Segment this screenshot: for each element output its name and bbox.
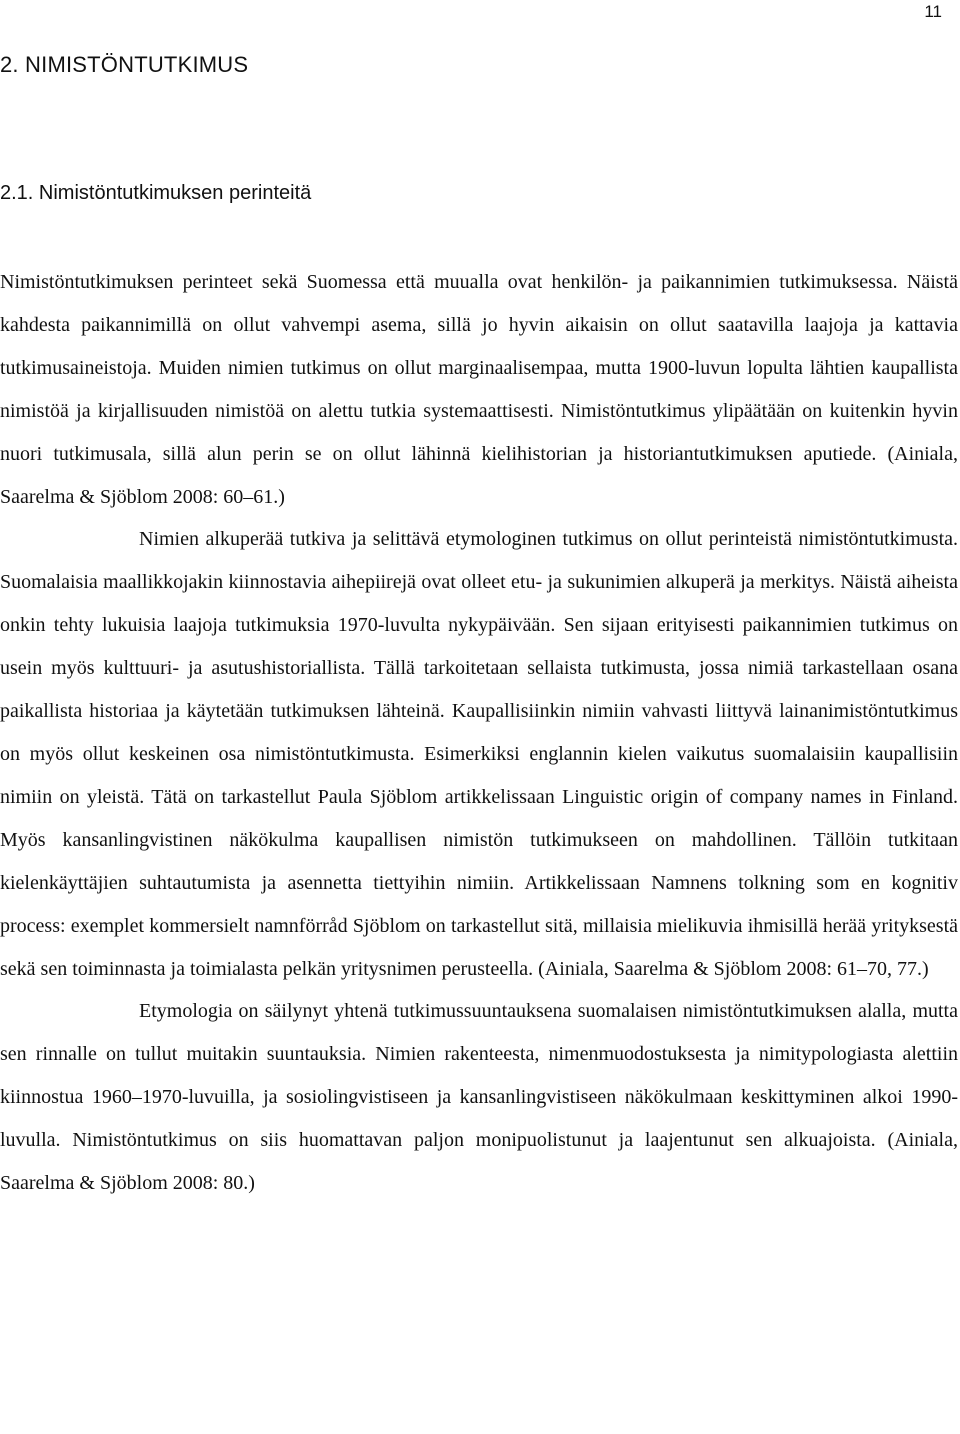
paragraph-traditions: Nimistöntutkimuksen perinteet sekä Suomessa että muualla ovat henkilön- ja paikannimien tutkimuksessa. Näistä kahdesta paikannimillä on ollut vahvempi asema, sillä jo hyvin aikaisin on ollut saatavilla laajoja ja kattavia tutkimusaineistoja. Muiden nimien tutkimus on ollut marginaalisempaa, mutta 1900-luvun lopulta lähtien kaupallista nimistöä ja kirjallisuuden nimistöä on alettu tutkia systemaattisesti. Nimistöntutkimus ylipäätään on kuitenkin hyvin nuori tutkimusala, sillä alun perin se on ollut lähinnä kielihistorian ja historiantutkimuksen aputiede. (Ainiala, Saarelma & Sjöblom 2008: 60–61.) <box>0 271 958 508</box>
body-text <box>0 261 958 1205</box>
paragraph-new-directions: Etymologia on säilynyt yhtenä tutkimussuuntauksena suomalaisen nimistöntutkimuksen alalla, mutta sen rinnalle on tullut muitakin suuntauksia. Nimien rakenteesta, nimenmuodostuksesta ja nimitypologiasta alettiin kiinnostua 1960–1970-luvuilla, ja sosiolingvistiseen ja kansanlingvistiseen näkökulmaan keskittyminen alkoi 1990-luvulla. Nimistöntutkimus on siis huomattavan paljon monipuolistunut ja laajentunut sen alkuajoista. (Ainiala, Saarelma & Sjöblom 2008: 80.) <box>0 1000 958 1195</box>
paragraph-etymology: Nimien alkuperää tutkiva ja selittävä etymologinen tutkimus on ollut perinteistä nimistöntutkimusta. Suomalaisia maallikkojakin kiinnostavia aihepiirejä ovat olleet etu- ja sukunimien alkuperä ja merkitys. Näistä aiheista onkin tehty lukuisia laajoja tutkimuksia 1970-luvulta nykypäivään. Sen sijaan erityisesti paikannimien tutkimus on usein myös kulttuuri- ja asutushistoriallista. Tällä tarkoitetaan sellaista tutkimusta, jossa nimiä tarkastellaan osana paikallista historiaa ja käytetään tutkimuksen lähteinä. Kaupallisiinkin nimiin vahvasti liittyvä lainanimistöntutkimus on myös ollut keskeinen osa nimistöntutkimusta. Esimerkiksi englannin kielen vaikutus suomalaisiin kaupallisiin nimiin on yleistä. Tätä on tarkastellut Paula Sjöblom artikkelissaan Linguistic origin of company names in Finland. Myös kansanlingvistinen näkökulma kaupallisen nimistön tutkimukseen on mahdollinen. Tällöin tutkitaan kielenkäyttäjien suhtautumista ja asennetta tiettyihin nimiin. Artikkelissaan Namnens tolkning som en kognitiv process: exemplet kommersielt namnförråd Sjöblom on tarkastellut sitä, millaisia mielikuvia ihmisillä herää yrityksestä sekä sen toiminnasta ja toimialasta pelkän yritysnimen perusteella. (Ainiala, Saarelma & Sjöblom 2008: 61–70, 77.) <box>0 528 958 980</box>
chapter-heading: 2. NIMISTÖNTUTKIMUS <box>0 52 249 77</box>
page-number: 11 <box>924 2 942 21</box>
section-heading: 2.1. Nimistöntutkimuksen perinteitä <box>0 182 312 204</box>
